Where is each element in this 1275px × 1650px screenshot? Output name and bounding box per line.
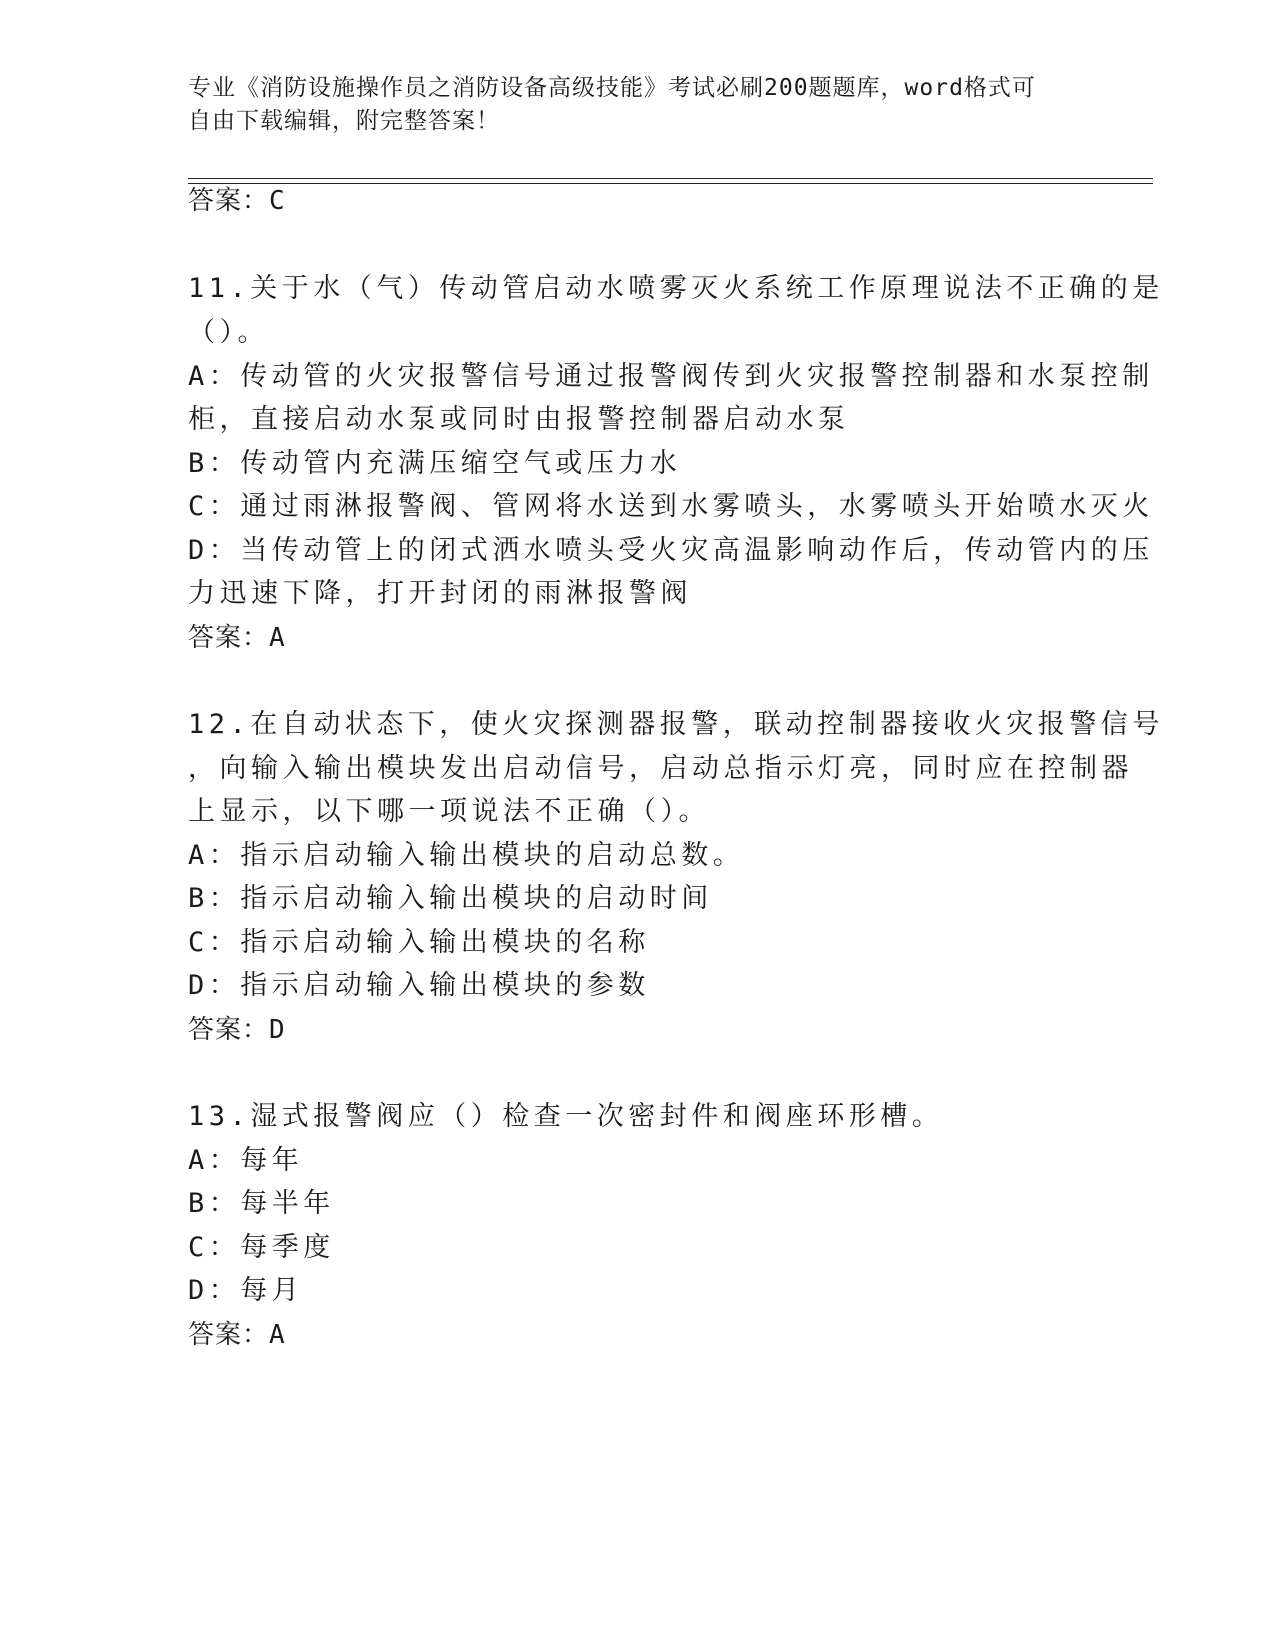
q13-answer: 答案：A xyxy=(188,1320,286,1350)
q11-option-b: B：传动管内充满压缩空气或压力水 xyxy=(188,448,682,479)
q12-stem-line-2: ，向输入输出模块发出启动信号，启动总指示灯亮，同时应在控制器 xyxy=(188,753,1133,784)
q12-answer: 答案：D xyxy=(188,1015,286,1045)
q12-option-c: C：指示启动输入输出模块的名称 xyxy=(188,927,650,958)
q12-stem-line-1: 12.在自动状态下，使火灾探测器报警，联动控制器接收火灾报警信号 xyxy=(188,709,1164,740)
document-header xyxy=(188,72,1068,138)
q13-option-b: B：每半年 xyxy=(188,1188,335,1219)
q12-option-b: B：指示启动输入输出模块的启动时间 xyxy=(188,883,713,914)
header-rule-bottom xyxy=(188,183,1153,184)
q13-option-a: A：每年 xyxy=(188,1145,304,1176)
q11-option-a-line-1: A：传动管的火灾报警信号通过报警阀传到火灾报警控制器和水泵控制 xyxy=(188,361,1154,392)
q11-option-a-line-2: 柜，直接启动水泵或同时由报警控制器启动水泵 xyxy=(188,404,850,435)
q13-option-d: D：每月 xyxy=(188,1275,304,1306)
answer-previous: 答案：C xyxy=(188,186,286,216)
q11-stem-line-2: （）。 xyxy=(188,317,269,348)
q11-answer: 答案：A xyxy=(188,623,286,653)
q11-option-d-line-1: D：当传动管上的闭式洒水喷头受火灾高温影响动作后，传动管内的压 xyxy=(188,535,1154,566)
header-rule-top xyxy=(188,178,1153,179)
q12-stem-line-3: 上显示，以下哪一项说法不正确（）。 xyxy=(188,796,710,827)
header-line-2: 自由下载编辑，附完整答案！ xyxy=(188,108,500,134)
q13-option-c: C：每季度 xyxy=(188,1232,335,1263)
q13-stem: 13.湿式报警阀应（）检查一次密封件和阀座环形槽。 xyxy=(188,1101,944,1132)
q11-option-c: C：通过雨淋报警阀、管网将水送到水雾喷头，水雾喷头开始喷水灭火 xyxy=(188,491,1154,522)
q11-option-d-line-2: 力迅速下降，打开封闭的雨淋报警阀 xyxy=(188,578,692,609)
q11-stem-line-1: 11.关于水（气）传动管启动水喷雾灭火系统工作原理说法不正确的是 xyxy=(188,273,1164,304)
header-line-1: 专业《消防设施操作员之消防设备高级技能》考试必刷200题题库，word格式可 xyxy=(188,75,1036,101)
q12-option-d: D：指示启动输入输出模块的参数 xyxy=(188,970,650,1001)
q12-option-a: A：指示启动输入输出模块的启动总数。 xyxy=(188,840,745,871)
